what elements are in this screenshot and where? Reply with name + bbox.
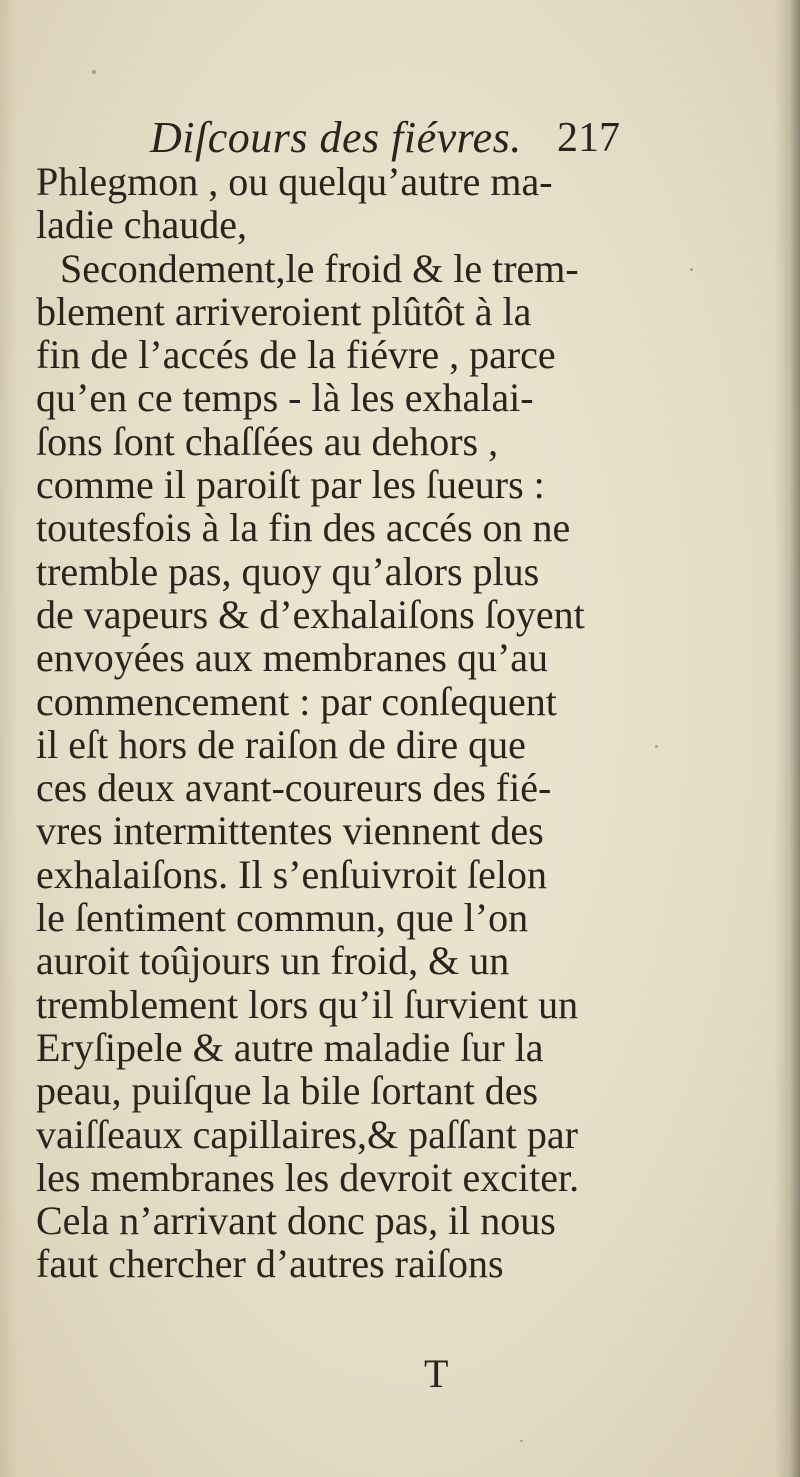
- text-line: Eryſipele & autre maladie ſur la: [36, 1024, 544, 1070]
- text-line: il eſt hors de raiſon de dire que: [36, 721, 526, 767]
- running-head: [150, 112, 620, 164]
- text-line: Secondement,le froid & le trem-: [60, 245, 579, 291]
- text-line: exhalaiſons. Il s’enſuivroit ſelon: [36, 851, 547, 897]
- text-line: ſons ſont chaſſées au dehors ,: [36, 418, 499, 464]
- text-line: ces deux avant-coureurs des fié-: [36, 765, 552, 811]
- running-title: Diſcours des fiévres.: [150, 113, 522, 162]
- text-line: Phlegmon , ou quelqu’autre ma-: [36, 159, 553, 204]
- text-line: peau, puiſque la bile ſortant des: [36, 1068, 539, 1114]
- text-line: comme il paroiſt par les ſueurs :: [36, 462, 545, 508]
- text-line: vaiſſeaux capillaires,& paſſant par: [36, 1111, 578, 1157]
- text-line: envoyées aux membranes qu’au: [36, 635, 549, 681]
- page-left-edge-shadow: [0, 0, 18, 1477]
- text-line: Cela n’arrivant donc pas, il nous: [36, 1198, 556, 1244]
- text-line: faut chercher d’autres raiſons: [36, 1241, 504, 1287]
- text-line: commencement : par conſequent: [36, 678, 557, 724]
- text-line: vres intermittentes viennent des: [36, 808, 544, 854]
- page-number: 217: [557, 115, 620, 161]
- text-line: ladie chaude,: [36, 202, 247, 248]
- signature-mark: T: [424, 1351, 449, 1396]
- text-line: tremblement lors qu’il ſurvient un: [36, 981, 579, 1027]
- text-line: fin de l’accés de la fiévre , parce: [36, 332, 556, 378]
- text-line: de vapeurs & d’exhalaiſons ſoyent: [36, 591, 585, 637]
- text-line: tremble pas, quoy qu’alors plus: [36, 548, 540, 594]
- text-line: le ſentiment commun, que l’on: [36, 895, 529, 941]
- text-line: les membranes les devroit exciter.: [36, 1154, 580, 1200]
- text-line: toutesfois à la fin des accés on ne: [36, 505, 571, 551]
- text-line: qu’en ce temps - là les exhalai-: [36, 375, 534, 421]
- body-text: [36, 160, 616, 1286]
- text-line: auroit toûjours un froid, & un: [36, 938, 510, 984]
- text-line: blement arriveroient plûtôt à la: [36, 288, 532, 334]
- page-right-edge-shadow: [774, 0, 800, 1477]
